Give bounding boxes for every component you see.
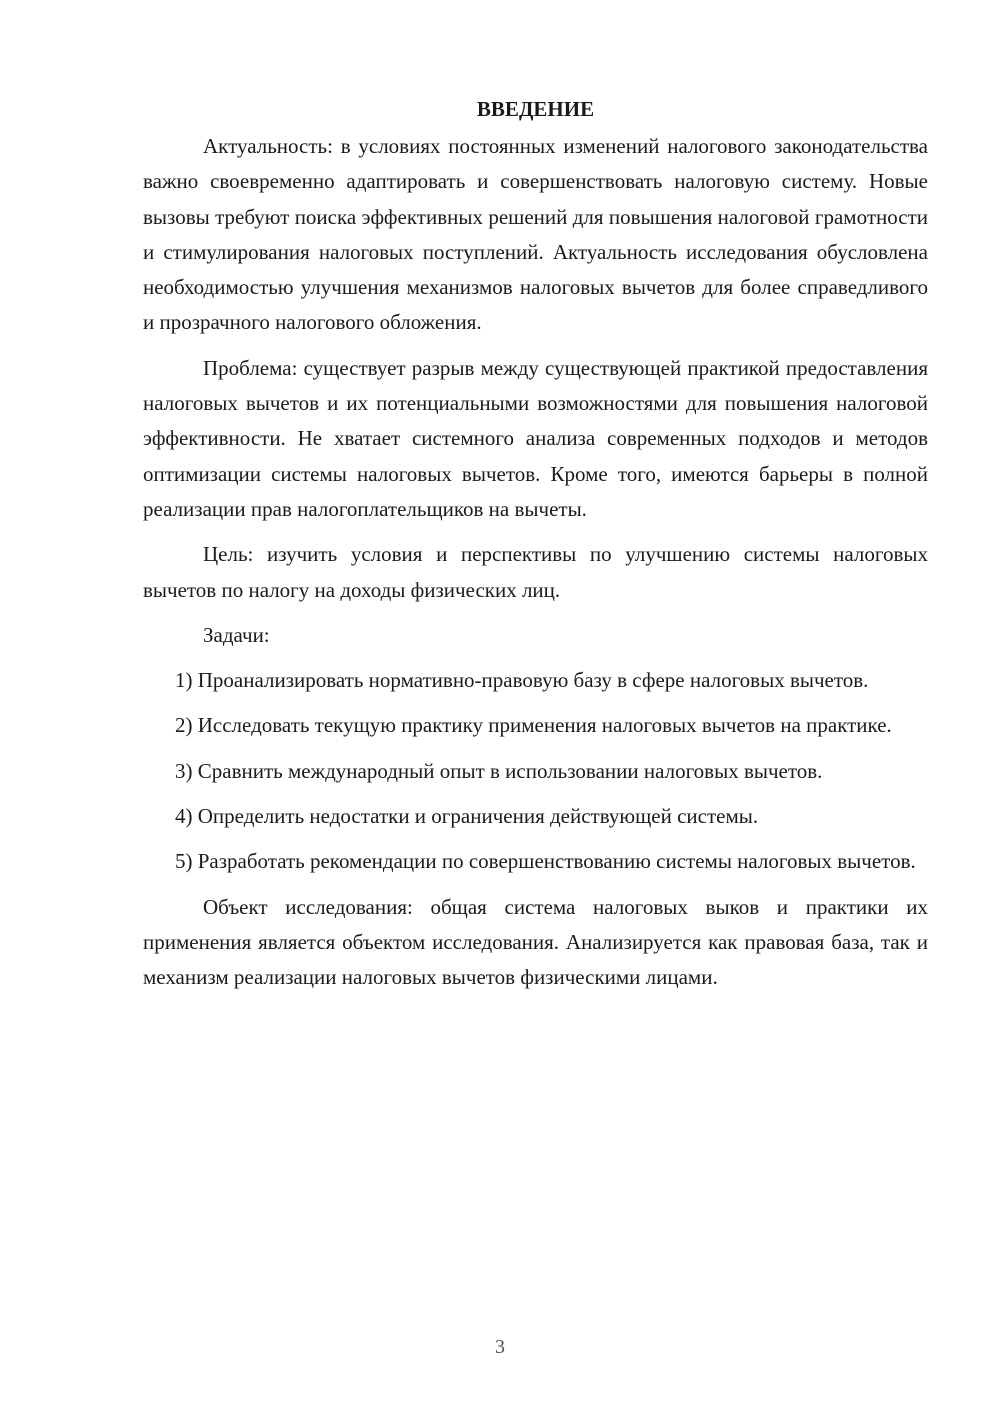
tasks-label: Задачи: [203, 622, 270, 647]
document-page [143, 92, 928, 996]
goal-paragraph: Цель: изучить условия и перспективы по улучшению системы налоговых вычетов по налогу на доходы физических лиц. [143, 542, 928, 602]
object-paragraph: Объект исследования: общая система налоговых выков и практики их применения является объектом исследования. Анализируется как правовая база, так и механизм реализации налоговых вычетов физическими лицами. [143, 894, 928, 990]
task-item-5: 5) Разработать рекомендации по совершенствованию системы налоговых вычетов. [175, 849, 916, 874]
section-heading: ВВЕДЕНИЕ [476, 97, 595, 121]
task-item-4: 4) Определить недостатки и ограничения действующей системы. [175, 804, 759, 829]
task-item-1: 1) Проанализировать нормативно-правовую базу в сфере налоговых вычетов. [175, 668, 869, 693]
task-item-2: 2) Исследовать текущую практику применения налоговых вычетов на практике. [175, 713, 892, 738]
problem-paragraph: Проблема: существует разрыв между существующей практикой предоставления налоговых вычетов и их потенциальными возможностями для повышения налоговой эффективности. Не хватает системного анализа современных подходов и методов оптимизации системы налоговых вычетов. Кроме того, имеются барьеры в полной реализации прав налогоплательщиков на вычеты. [143, 355, 928, 521]
relevance-paragraph: Актуальность: в условиях постоянных изменений налогового законодательства важно своевременно адаптировать и совершенствовать налоговую систему. Новые вызовы требуют поиска эффективных решений для повышения налоговой грамотности и стимулирования налоговых поступлений. Актуальность исследования обусловлена необходимостью улучшения механизмов налоговых вычетов для более справедливого и прозрачного налогового обложения. [143, 134, 928, 335]
page-number: 3 [495, 1336, 505, 1358]
task-item-3: 3) Сравнить международный опыт в использовании налоговых вычетов. [175, 758, 823, 783]
